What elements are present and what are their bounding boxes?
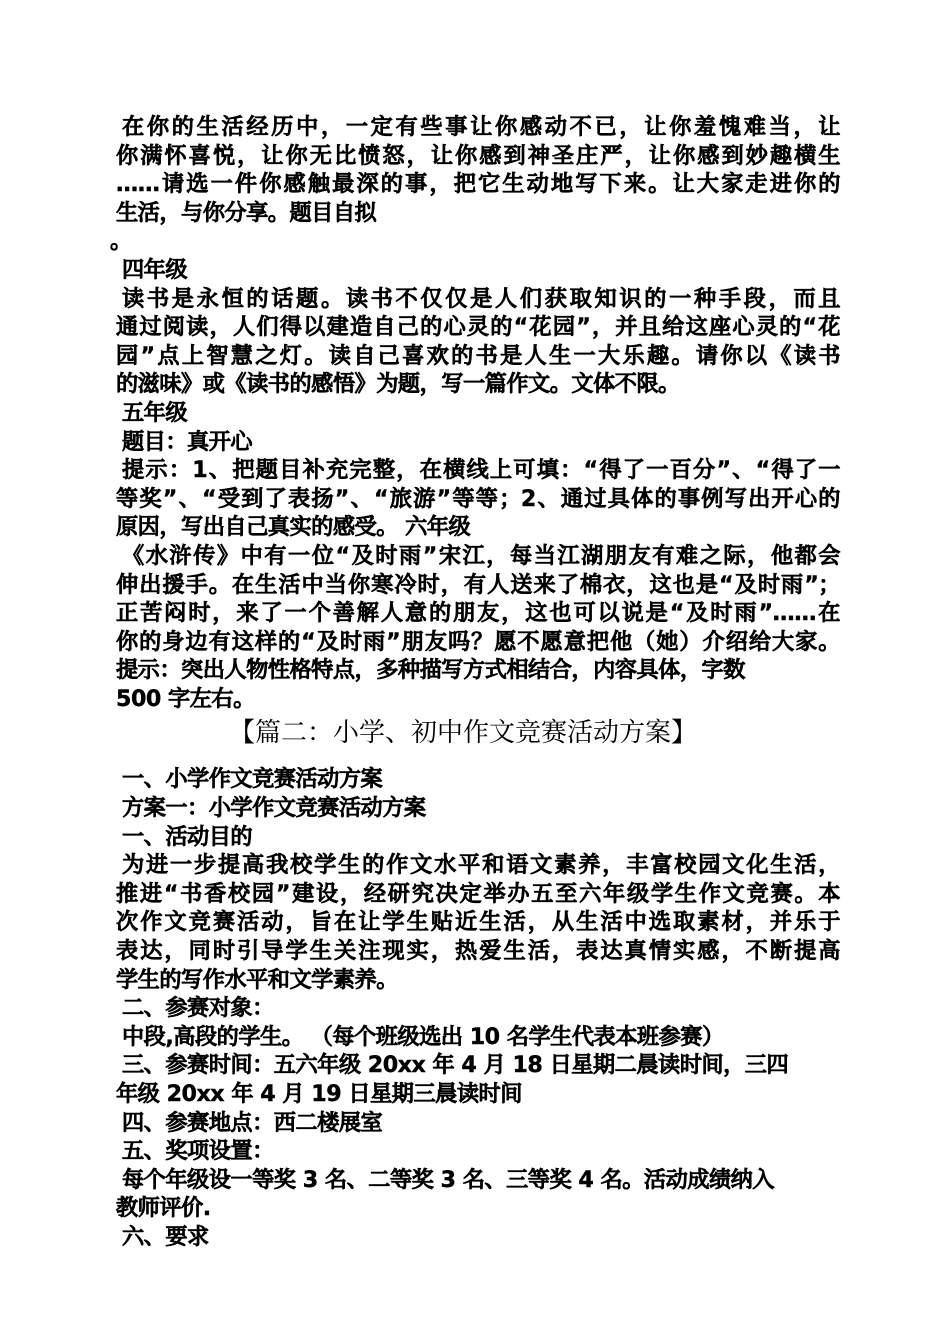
text-line: 每个年级设一等奖 3 名、二等奖 3 名、三等奖 4 名。活动成绩纳入	[122, 1166, 775, 1193]
text-line: ……请选一件你感触最深的事，把它生动地写下来。让大家走进你的	[116, 171, 840, 198]
text-line: 在你的生活经历中，一定有些事让你感动不已，让你羞愧难当，让	[122, 114, 840, 140]
text-line: 提示：突出人物性格特点，多种描写方式相结合，内容具体，字数	[116, 657, 745, 684]
text-line: 教师评价.	[116, 1195, 211, 1222]
text-line: 提示：1、把题目补充完整，在横线上可填：“得了一百分”、“得了一	[122, 457, 840, 484]
text-line: 《水浒传》中有一位“及时雨”宋江，每当江湖朋友有难之际，他都会	[122, 542, 840, 569]
text-line: 读书是永恒的话题。读书不仅仅是人们获取知识的一种手段，而且	[122, 285, 840, 312]
text-line: 你的身边有这样的“及时雨”朋友吗？愿不愿意把他（她）介绍给大家。	[116, 628, 840, 655]
text-line: 方案一：小学作文竞赛活动方案	[122, 795, 426, 822]
text-line: 推进“书香校园”建设，经研究决定举办五至六年级学生作文竞赛。本	[116, 880, 840, 907]
text-line: 年级 20xx 年 4 月 19 日星期三晨读时间	[116, 1081, 522, 1107]
text-line: 学生的写作水平和文学素养。	[116, 966, 398, 993]
text-line: 原因，写出自己真实的感受。 六年级	[116, 514, 471, 541]
text-line: 生活，与你分享。题目自拟	[116, 199, 377, 226]
text-line: 园”点上智慧之灯。读自己喜欢的书是人生一大乐趣。请你以《读书	[116, 342, 840, 369]
text-line: 中段,高段的学生。 （每个班级选出 10 名学生代表本班参赛）	[122, 1023, 724, 1050]
text-line: 题目：真开心	[122, 428, 253, 455]
text-line: 四、参赛地点：西二楼展室	[122, 1109, 383, 1136]
text-line: 六、要求	[122, 1223, 209, 1250]
text-line: 五、奖项设置：	[122, 1138, 274, 1165]
text-line: 正苦闷时，来了一个善解人意的朋友，这也可以说是“及时雨”……在	[116, 600, 840, 627]
document-page	[110, 113, 840, 1252]
text-line: 一、活动目的	[122, 823, 253, 850]
text-line: 一、小学作文竞赛活动方案	[122, 766, 383, 793]
text-line: 500 字左右。	[116, 685, 255, 712]
text-line: 你满怀喜悦，让你无比愤怒，让你感到神圣庄严，让你感到妙趣横生	[116, 142, 840, 169]
text-line: 表达，同时引导学生关注现实，热爱生活，表达真情实感，不断提高	[116, 938, 840, 965]
grade-heading: 四年级	[122, 256, 188, 283]
text-line: 。	[110, 228, 132, 255]
section-title: 【篇二：小学、初中作文竞赛活动方案】	[228, 718, 697, 749]
text-line: 的滋味》或《读书的感悟》为题，写一篇作文。文体不限。	[116, 371, 680, 398]
text-line: 二、参赛对象：	[122, 995, 274, 1022]
text-line: 三、参赛时间：五六年级 20xx 年 4 月 18 日星期二晨读时间，三四	[122, 1052, 789, 1079]
text-line: 为进一步提高我校学生的作文水平和语文素养，丰富校园文化生活，	[122, 852, 840, 879]
grade-heading: 五年级	[122, 399, 188, 426]
text-line: 伸出援手。在生活中当你寒冷时，有人送来了棉衣，这也是“及时雨”；	[116, 571, 840, 598]
text-line: 等奖”、“受到了表扬”、“旅游”等等；2、通过具体的事例写出开心的	[116, 485, 840, 512]
text-line: 次作文竞赛活动，旨在让学生贴近生活，从生活中选取素材，并乐于	[116, 909, 840, 936]
text-line: 通过阅读，人们得以建造自己的心灵的“花园”，并且给这座心灵的“花	[116, 314, 840, 341]
